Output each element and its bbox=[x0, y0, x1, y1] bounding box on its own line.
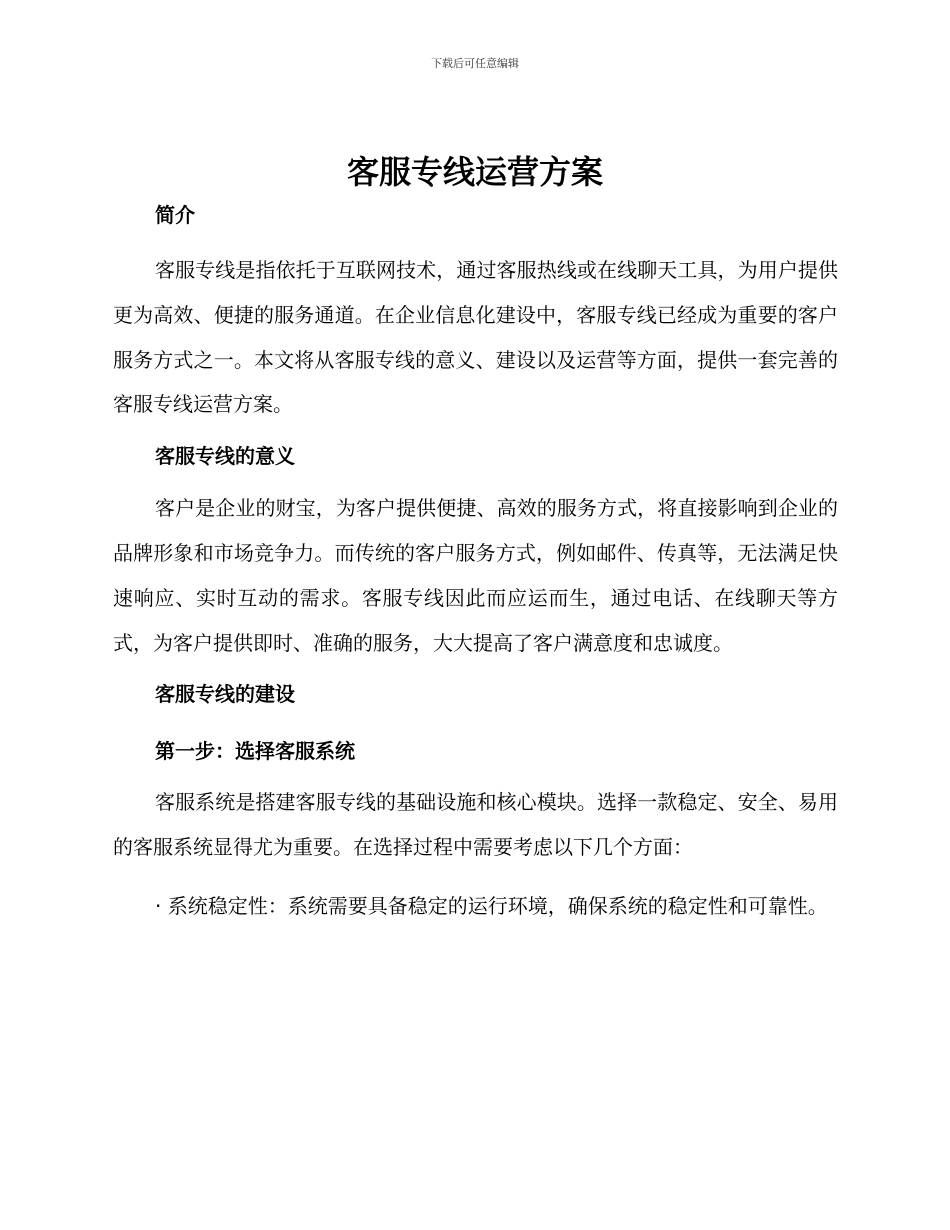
page-title: 客服专线运营方案 bbox=[346, 153, 603, 191]
section-construction bbox=[113, 679, 838, 709]
page-header-note: 下载后可任意编辑 bbox=[431, 57, 519, 70]
section-paragraph: 客服系统是搭建客服专线的基础设施和核心模块。选择一款稳定、安全、易用的客服系统显得尤为重要。在选择过程中需要考虑以下几个方面： bbox=[113, 790, 838, 860]
section-heading: 简介 bbox=[155, 203, 195, 227]
section-heading: 客服专线的意义 bbox=[155, 444, 295, 469]
section-heading: 客服专线的建设 bbox=[155, 682, 295, 707]
section-paragraph: 客服专线是指依托于互联网技术，通过客服热线或在线聊天工具，为用户提供更为高效、便捷的服务通道。在企业信息化建设中，客服专线已经成为重要的客户服务方式之一。本文将从客服专线的意义、建设以及运营等方面，提供一套完善的客服专线运营方案。 bbox=[113, 258, 838, 417]
section-paragraph: 客户是企业的财宝，为客户提供便捷、高效的服务方式，将直接影响到企业的品牌形象和市场竞争力。而传统的客户服务方式，例如邮件、传真等，无法满足快速响应、实时互动的需求。客服专线因此而应运而生，通过电话、在线聊天等方式，为客户提供即时、准确的服务，大大提高了客户满意度和忠诚度。 bbox=[113, 496, 838, 655]
section-heading: 第一步：选择客服系统 bbox=[155, 739, 355, 764]
section-significance bbox=[113, 441, 838, 665]
section-step-one bbox=[113, 736, 838, 870]
section-intro bbox=[113, 200, 838, 427]
bullet-item: · 系统稳定性：系统需要具备稳定的运行环境，确保系统的稳定性和可靠性。 bbox=[155, 893, 828, 918]
document-body bbox=[113, 200, 838, 929]
